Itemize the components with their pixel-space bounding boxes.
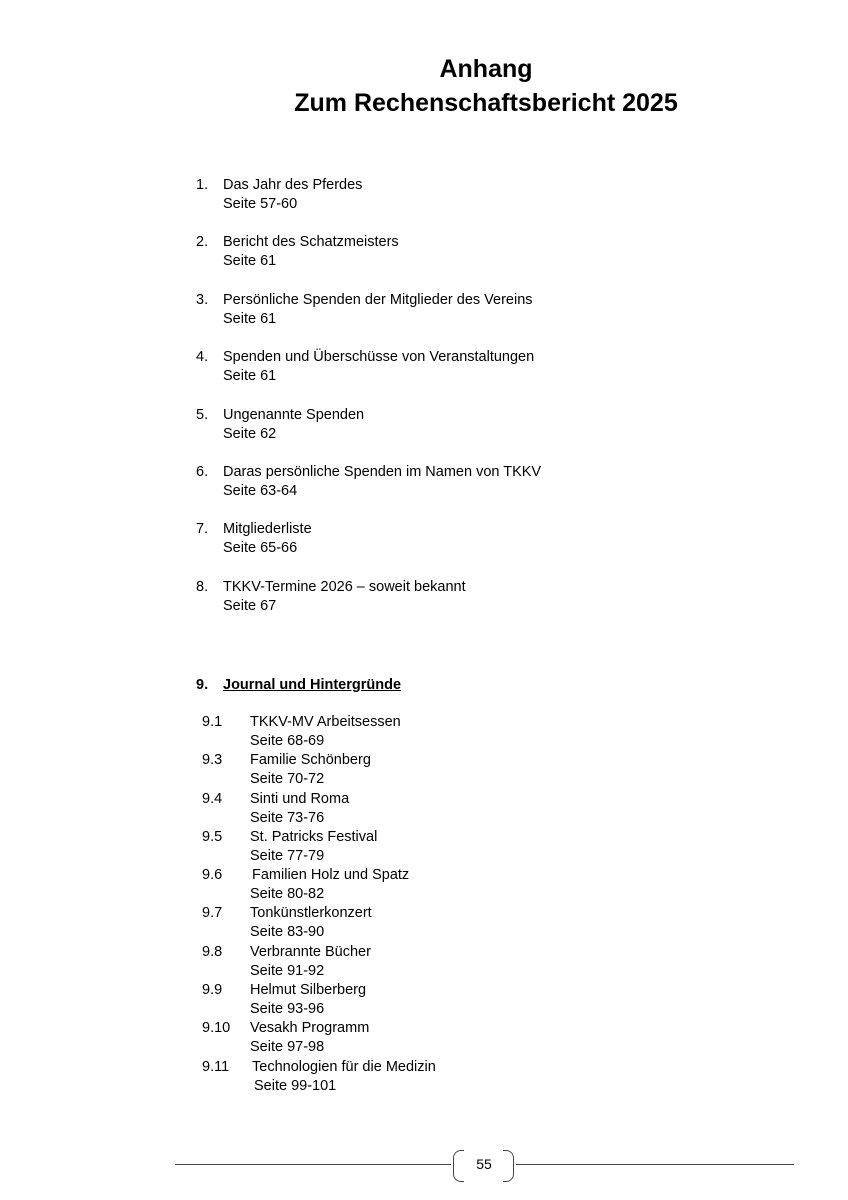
subsection-label: TKKV-MV Arbeitsessen [250,714,401,730]
subsection-pages: Seite 97-98 [250,1039,325,1056]
toc-item-number: 5. [196,406,209,423]
subsection-number: 9.10 [202,1020,231,1037]
toc-item [196,406,541,463]
subsection-item [202,1019,436,1057]
toc-item-pages: Seite 61 [223,253,277,270]
toc-item-pages: Seite 63-64 [223,482,298,499]
subsection-pages: Seite 91-92 [250,962,325,979]
subsection-item [202,828,436,866]
subsection-number: 9.3 [202,752,223,769]
subsection-item [202,981,436,1019]
toc-item [196,348,541,405]
page-number-bracket-left [453,1150,464,1182]
toc-item-number: 8. [196,578,209,595]
subsection-label: Familien Holz und Spatz [252,867,410,884]
subsection-number: 9.7 [202,905,223,922]
subsection-item [202,713,436,751]
toc-item-pages: Seite 61 [223,310,277,327]
subsection-item [202,904,436,942]
page-subtitle: Zum Rechenschaftsbericht 2025 [294,89,678,117]
toc-item-pages: Seite 65-66 [223,540,298,557]
table-of-contents [196,176,541,635]
page-number: 55 [476,1156,492,1172]
toc-item-label: Mitgliederliste [223,521,312,538]
toc-item [196,463,541,520]
subsection-item [202,866,436,904]
toc-item-label: Persönliche Spenden der Mitglieder des Vereins [223,291,533,308]
toc-item-pages: Seite 62 [223,425,277,442]
subsection-pages: Seite 93-96 [250,1001,325,1018]
toc-item-number: 4. [196,349,209,366]
toc-item-pages: Seite 67 [223,597,277,614]
page-number-bracket-right [503,1150,514,1182]
subsection-label: Verbrannte Bücher [250,943,371,960]
subsection-pages: Seite 73-76 [250,809,325,826]
subsection-number: 9.6 [202,867,223,884]
toc-item-pages: Seite 57-60 [223,196,298,212]
subsection-item [202,943,436,981]
subsection-pages: Seite 80-82 [250,886,325,903]
subsection-pages: Seite 68-69 [250,733,325,749]
subsection-label: St. Patricks Festival [250,828,378,845]
section-label: Journal und Hintergründe [223,677,402,693]
toc-item [196,291,541,348]
section-heading [196,676,401,695]
footer-rule-left [175,1164,451,1165]
subsection-pages: Seite 77-79 [250,847,325,864]
footer-rule-right [516,1164,794,1165]
subsection-number: 9.1 [202,714,223,730]
toc-item [196,233,541,290]
toc-item-number: 1. [196,177,209,193]
subsection-label: Familie Schönberg [250,752,371,769]
subsection-number: 9.8 [202,943,223,960]
subsection-item [202,1058,436,1096]
subsection-label: Helmut Silberberg [250,982,367,999]
toc-item-pages: Seite 61 [223,368,277,385]
toc-item-label: Ungenannte Spenden [223,406,365,423]
subsection-number: 9.11 [202,1058,230,1075]
subsection-number: 9.4 [202,790,223,807]
subsection-pages: Seite 70-72 [250,771,325,788]
toc-item-number: 7. [196,521,209,538]
subsection-label: Vesakh Programm [250,1020,370,1037]
subsection-list [202,713,436,1096]
section-number: 9. [196,677,209,693]
toc-item-label: Spenden und Überschüsse von Veranstaltungen [223,349,535,366]
toc-item-number: 3. [196,291,209,308]
toc-item-number: 6. [196,463,209,480]
toc-item [196,176,541,233]
toc-item-label: Daras persönliche Spenden im Namen von TKKV [223,463,542,480]
subsection-label: Tonkünstlerkonzert [250,905,372,922]
subsection-number: 9.5 [202,828,223,845]
toc-item [196,578,541,635]
subsection-pages: Seite 99-101 [254,1077,337,1094]
subsection-label: Technologien für die Medizin [252,1058,436,1075]
subsection-label: Sinti und Roma [250,790,350,807]
toc-item-number: 2. [196,234,209,251]
subsection-item [202,751,436,789]
subsection-number: 9.9 [202,982,223,999]
subsection-pages: Seite 83-90 [250,924,325,941]
toc-item-label: TKKV-Termine 2026 – soweit bekannt [223,578,466,595]
toc-item [196,520,541,577]
subsection-item [202,790,436,828]
toc-item-label: Das Jahr des Pferdes [223,177,363,193]
toc-item-label: Bericht des Schatzmeisters [223,234,399,251]
page-title: Anhang [439,55,533,83]
